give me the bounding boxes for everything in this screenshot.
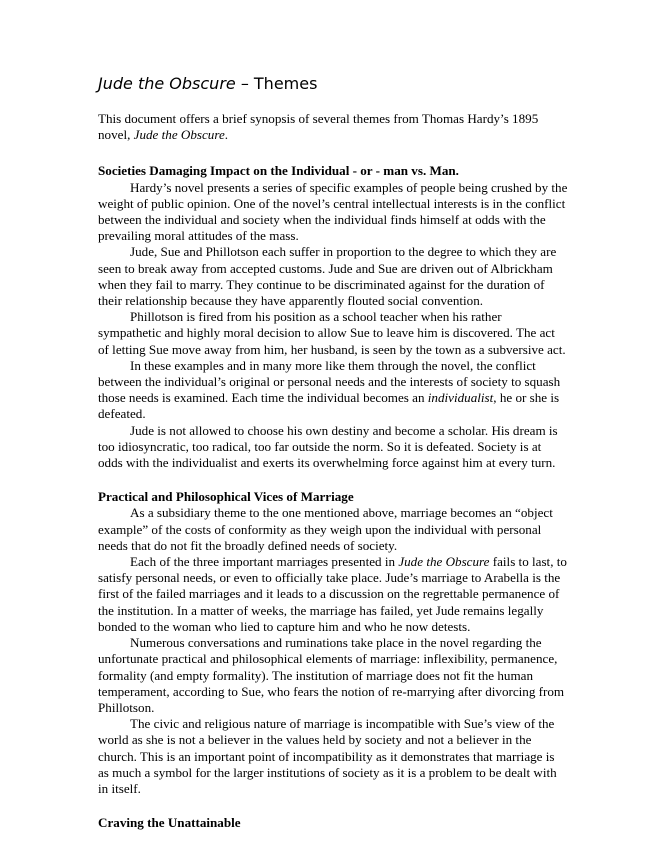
paragraph-text: Phillotson is fired from his position as a school teacher when his rather sympathetic and highly moral decision to allow Sue to leave him is discovered. The act of letting Sue move away from him, her husband, is seen by the town as a subversive act.: [98, 309, 566, 357]
title-italic: Jude the Obscure: [98, 74, 236, 93]
document-page: [98, 74, 568, 849]
body-paragraph: [98, 358, 568, 423]
paragraph-text: In these examples and in many more like them through the novel, the conflict between the individual’s original or personal needs and the interests of society to squash those needs is examined. Each time the individual becomes an: [98, 357, 561, 406]
body-paragraph: [98, 309, 568, 358]
paragraph-text: Each of the three important marriages presented in: [130, 554, 399, 570]
paragraph-text: The civic and religious nature of marriage is incompatible with Sue’s view of the world as she is not a believer in the values held by society and not a believer in the church. This is an important point of incompatibility as it demonstrates that marriage is as much a symbol for the larger institutions of society as it is a problem to be dealt with in itself.: [98, 716, 557, 796]
body-paragraph: [98, 505, 568, 554]
body-paragraph: [98, 423, 568, 472]
paragraph-emphasis: Jude the Obscure: [398, 554, 490, 570]
intro-text: This document offers a brief synopsis of several themes from Thomas Hardy’s 1895 novel,: [98, 111, 539, 143]
title-rest: – Themes: [235, 74, 318, 93]
intro-book-title: Jude the Obscure: [133, 127, 225, 143]
document-title: [98, 74, 568, 94]
paragraph-text: Jude, Sue and Phillotson each suffer in proportion to the degree to which they are seen to break away from accepted customs. Jude and Sue are driven out of Albrickham when they fail to marry. They continue to be discriminated against for the duration of their relationship because they have apparently flouted social convention.: [98, 244, 557, 309]
body-paragraph: [98, 554, 568, 635]
section-marriage: [98, 489, 568, 797]
body-paragraph: [98, 716, 568, 797]
section-societies: [98, 163, 568, 471]
section-heading: Societies Damaging Impact on the Individual - or - man vs. Man.: [98, 163, 459, 179]
section-heading: Practical and Philosophical Vices of Marriage: [98, 489, 354, 505]
section-unattainable: [98, 815, 568, 831]
paragraph-text: Jude is not allowed to choose his own destiny and become a scholar. His dream is too idiosyncratic, too radical, too far outside the norm. So it is defeated. Society is at odds with the individualist and exerts its overwhelming force against him at every turn.: [98, 422, 558, 471]
body-paragraph: [98, 635, 568, 716]
intro-end: .: [224, 127, 229, 143]
paragraph-text: fails to last, to satisfy personal needs, or even to officially take place. Jude’s marriage to Arabella is the first of the failed marriages and it leads to a discussion on the regrettable permanence of the institution. In a matter of weeks, the marriage has failed, yet Jude remains legally bonded to the woman who lied to capture him and who he now detests.: [98, 554, 567, 634]
body-paragraph: [98, 244, 568, 309]
intro-paragraph: [98, 111, 568, 143]
section-heading: Craving the Unattainable: [98, 815, 241, 831]
body-paragraph: [98, 180, 568, 245]
paragraph-emphasis: individualist: [427, 390, 494, 406]
paragraph-text: , he or she is defeated.: [98, 390, 560, 422]
paragraph-text: Numerous conversations and ruminations take place in the novel regarding the unfortunate practical and philosophical elements of marriage: inflexibility, permanence, formality (and empty formality). The institution of marriage does not fit the human temperament, according to Sue, who fears the notion of re-marrying after divorcing from Phillotson.: [98, 635, 565, 715]
paragraph-text: Hardy’s novel presents a series of specific examples of people being crushed by the weight of public opinion. One of the novel’s central intellectual interests is in the conflict between the individual and society when the individual finds himself at odds with the prevailing moral attitudes of the mass.: [98, 179, 568, 244]
paragraph-text: As a subsidiary theme to the one mentioned above, marriage becomes an “object example” of the costs of conformity as they weigh upon the individual with personal needs that do not fit the broadly defined needs of society.: [98, 505, 553, 553]
